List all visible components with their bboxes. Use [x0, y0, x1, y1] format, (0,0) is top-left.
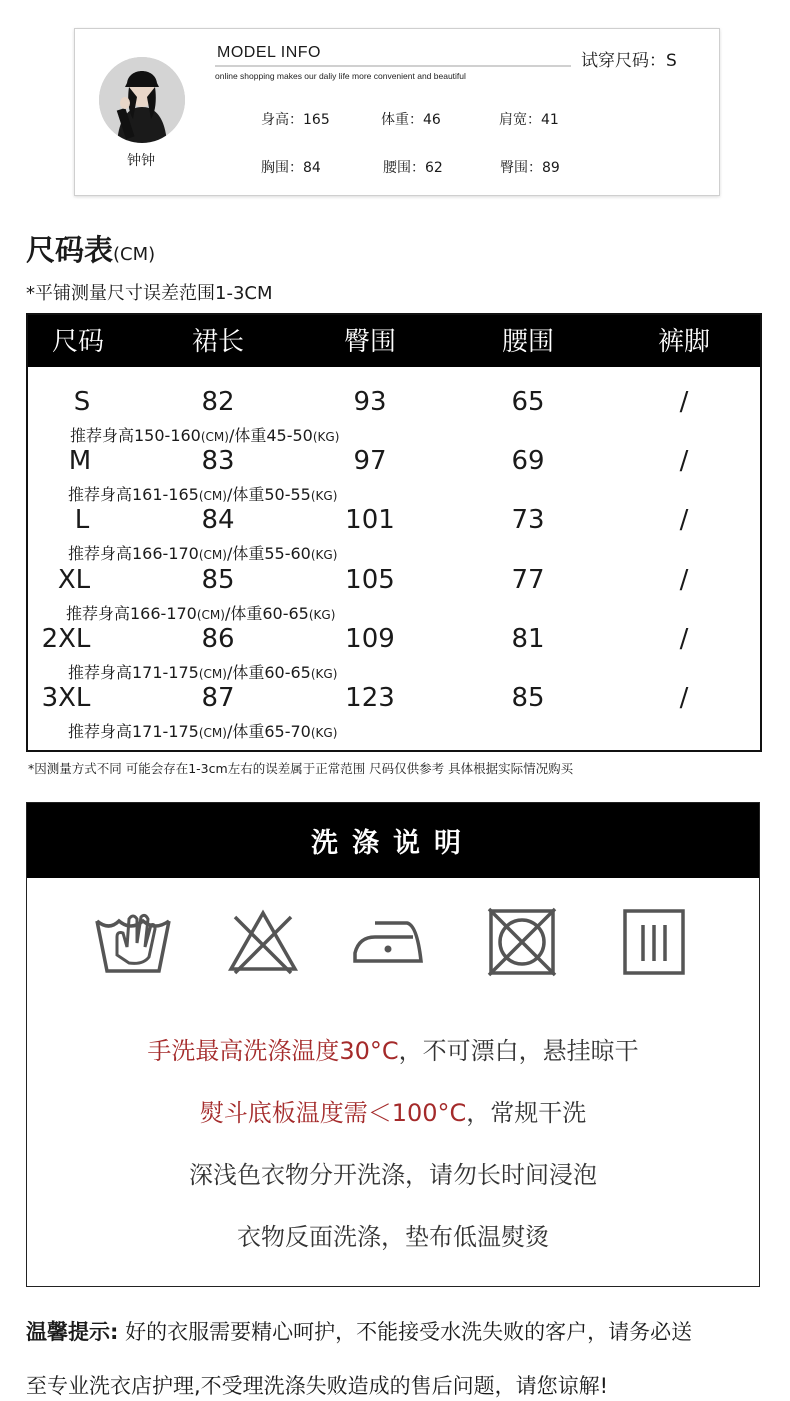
cell-hem: /	[679, 446, 689, 476]
stat-height: 身高：165	[261, 112, 330, 128]
cell-hem: /	[679, 683, 689, 713]
cell-size: S	[73, 387, 91, 417]
recommendation-part: 推荐身高171-175	[68, 722, 199, 741]
cell-length: 83	[201, 446, 235, 476]
recommendation-part: (KG)	[310, 667, 338, 681]
iron-low-icon	[351, 907, 431, 977]
wash-line-2: 熨斗底板温度需＜100°C，常规干洗	[199, 1099, 587, 1127]
stat-weight: 体重：46	[381, 112, 441, 128]
model-info-title: MODEL INFO	[217, 44, 321, 61]
stat-shoulder: 肩宽：41	[499, 112, 559, 128]
recommendation-part: (KG)	[310, 489, 338, 503]
washing-section	[26, 802, 760, 1287]
header-length: 裙长	[191, 327, 244, 357]
cell-hip: 93	[353, 387, 387, 417]
cell-hip: 97	[353, 446, 387, 476]
recommendation-part: (CM)	[198, 667, 227, 681]
size-table	[26, 313, 762, 752]
model-info-card	[74, 28, 720, 196]
cell-hem: /	[679, 565, 689, 595]
stat-bust: 胸围：84	[261, 160, 321, 176]
model-info-subtitle: online shopping makes our daliy life more convenient and beautiful	[215, 71, 466, 81]
stat-hip: 臀围：89	[500, 160, 560, 176]
cell-size: M	[68, 446, 92, 476]
try-size: 试穿尺码：S	[581, 51, 677, 71]
recommendation-part: (KG)	[310, 548, 338, 562]
hand-wash-icon	[93, 907, 173, 977]
recommendation-part: /体重60-65	[226, 663, 311, 682]
recommendation-part: 推荐身高166-170	[68, 544, 199, 563]
size-chart-note: *平铺测量尺寸误差范围1-3CM	[26, 283, 273, 304]
recommendation-part: /体重50-55	[226, 485, 311, 504]
recommendation-part: /体重65-70	[226, 722, 311, 741]
recommendation-part: (CM)	[200, 430, 229, 444]
cell-waist: 81	[511, 624, 545, 654]
recommendation-part: 推荐身高166-170	[66, 604, 197, 623]
wash-line-4: 衣物反面洗涤，垫布低温熨烫	[237, 1223, 549, 1251]
cell-size: 3XL	[41, 683, 91, 713]
header-size: 尺码	[51, 327, 104, 357]
cell-hip: 101	[345, 505, 395, 535]
cell-length: 87	[201, 683, 235, 713]
cell-waist: 85	[511, 683, 545, 713]
divider	[215, 65, 571, 67]
recommendation-part: (KG)	[312, 430, 340, 444]
recommendation-part: 推荐身高161-165	[68, 485, 199, 504]
cell-waist: 77	[511, 565, 545, 595]
cell-length: 86	[201, 624, 235, 654]
washing-header	[27, 803, 759, 878]
recommendation-part: (CM)	[198, 489, 227, 503]
recommendation-text	[68, 719, 337, 742]
cell-waist: 73	[511, 505, 545, 535]
cell-length: 85	[201, 565, 235, 595]
size-table-header	[28, 315, 760, 367]
size-footnote: *因测量方式不同 可能会存在1-3cm左右的误差属于正常范围 尺码仅供参考 具体根据实际情况购买	[28, 761, 574, 776]
recommendation-part: (CM)	[196, 608, 225, 622]
cell-size: XL	[57, 565, 91, 595]
tip-line-1: 温馨提示: 好的衣服需要精心呵护，不能接受水洗失败的客户，请务必送	[26, 1320, 693, 1344]
header-hip: 臀围	[343, 327, 396, 357]
stat-waist: 腰围：62	[383, 160, 443, 176]
recommendation-text	[70, 423, 339, 446]
recommendation-text	[68, 541, 337, 564]
cell-hip: 105	[345, 565, 395, 595]
cell-size: 2XL	[41, 624, 91, 654]
recommendation-part: (CM)	[198, 726, 227, 740]
cell-hem: /	[679, 624, 689, 654]
recommendation-part: 推荐身高171-175	[68, 663, 199, 682]
no-tumble-dry-icon	[483, 907, 563, 977]
recommendation-part: (CM)	[198, 548, 227, 562]
recommendation-part: /体重60-65	[224, 604, 309, 623]
recommendation-part: 推荐身高150-160	[70, 426, 201, 445]
wash-line-1: 手洗最高洗涤温度30°C，不可漂白，悬挂晾干	[147, 1037, 639, 1065]
cell-hip: 109	[345, 624, 395, 654]
cell-waist: 65	[511, 387, 545, 417]
recommendation-part: /体重55-60	[226, 544, 311, 563]
recommendation-part: (KG)	[310, 726, 338, 740]
cell-size: L	[74, 505, 90, 535]
cell-waist: 69	[511, 446, 545, 476]
cell-hip: 123	[345, 683, 395, 713]
recommendation-part: (KG)	[308, 608, 336, 622]
model-name: 钟钟	[127, 153, 155, 169]
drip-dry-icon	[619, 907, 699, 977]
cell-hem: /	[679, 387, 689, 417]
no-bleach-icon	[223, 907, 303, 977]
wash-line-3: 深浅色衣物分开洗涤，请勿长时间浸泡	[189, 1161, 597, 1189]
recommendation-part: /体重45-50	[228, 426, 313, 445]
washing-title: 洗涤说明	[311, 828, 475, 859]
cell-length: 82	[201, 387, 235, 417]
recommendation-text	[68, 660, 337, 683]
model-avatar	[99, 57, 185, 143]
size-chart-title: 尺码表(CM)	[26, 233, 156, 267]
recommendation-text	[68, 482, 337, 505]
cell-length: 84	[201, 505, 235, 535]
recommendation-text	[66, 601, 335, 624]
header-hem: 裤脚	[657, 327, 710, 357]
header-waist: 腰围	[501, 327, 554, 357]
tip-line-2: 至专业洗衣店护理,不受理洗涤失败造成的售后问题，请您谅解!	[26, 1374, 609, 1398]
cell-hem: /	[679, 505, 689, 535]
